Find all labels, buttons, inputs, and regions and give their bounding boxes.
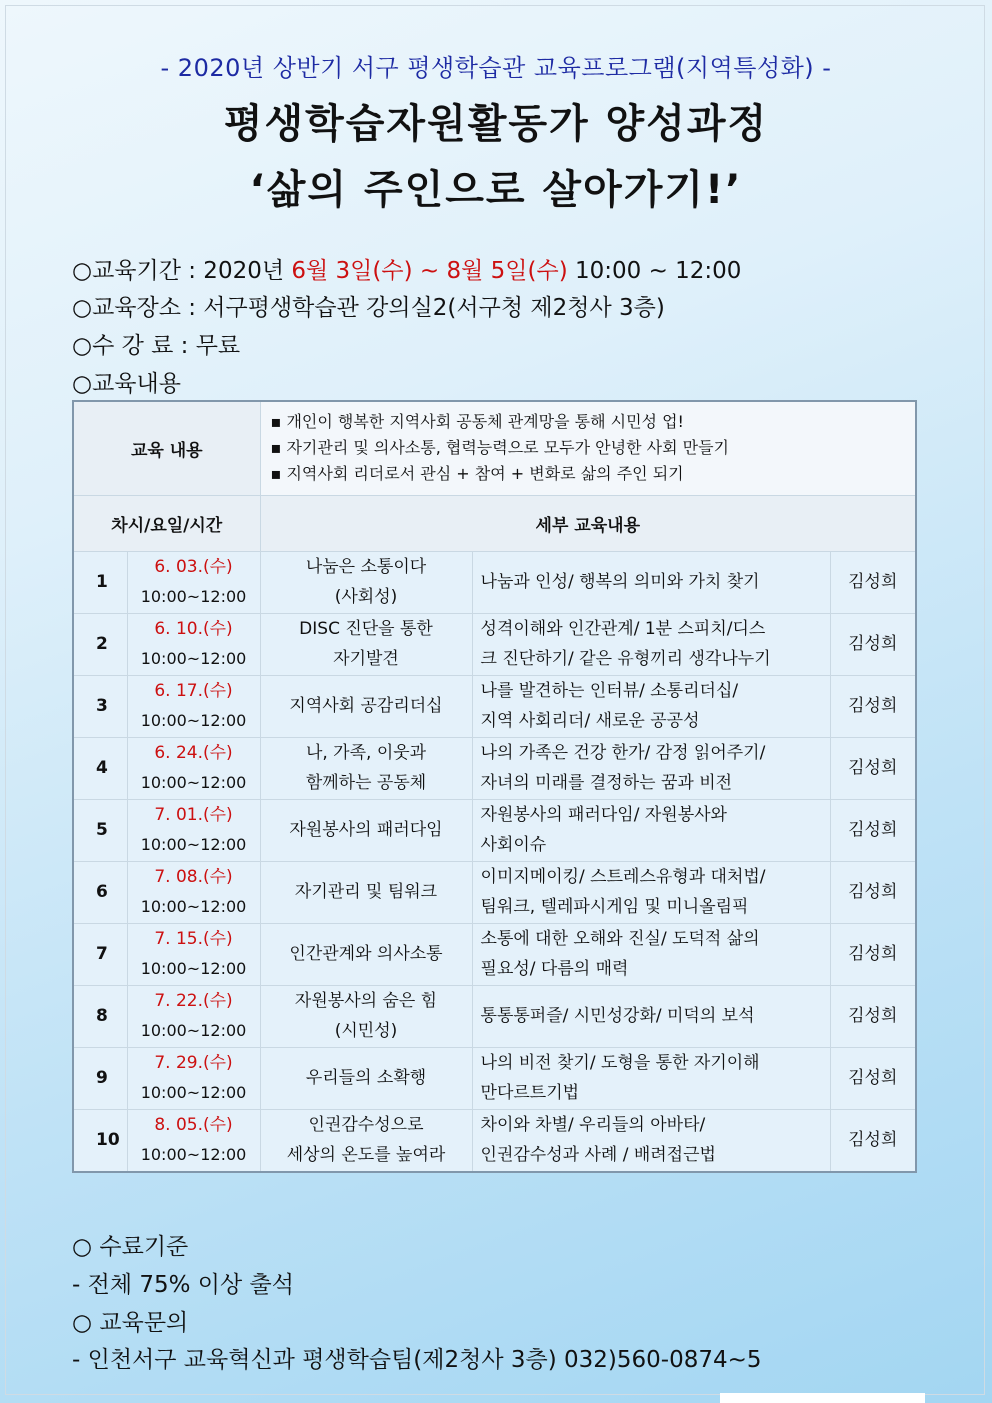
- session-topic: [260, 861, 472, 923]
- session-topic: [260, 985, 472, 1047]
- period-tilde: ~: [419, 258, 440, 284]
- session-datetime: [127, 551, 260, 613]
- session-time: 10:00~12:00: [140, 773, 247, 792]
- session-detail: [472, 551, 830, 613]
- session-topic: [260, 613, 472, 675]
- content-summary-row: [73, 401, 916, 495]
- session-date: 7. 22.(수): [154, 991, 233, 1011]
- session-detail: [472, 923, 830, 985]
- info-fee: ○수 강 료 : 무료: [72, 333, 241, 359]
- content-header: 교육 내용: [73, 401, 260, 495]
- session-datetime: [127, 1109, 260, 1172]
- session-row: [73, 613, 916, 675]
- session-topic: [260, 1109, 472, 1172]
- topic-line: 세상의 온도를 높여라: [286, 1145, 446, 1165]
- title-slogan: ‘삶의 주인으로 살아가기!’: [249, 167, 743, 213]
- detail-line: 이미지메이킹/ 스트레스유형과 대처법/: [480, 867, 766, 887]
- topic-line: 자원봉사의 숨은 힘: [294, 991, 438, 1011]
- detail-line: 나를 발견하는 인터뷰/ 소통리더십/: [480, 681, 739, 701]
- session-number: 5: [73, 799, 127, 861]
- session-row: [73, 551, 916, 613]
- session-row: [73, 985, 916, 1047]
- session-detail: [472, 737, 830, 799]
- bullet-item: ▪ 자기관리 및 의사소통, 협력능력으로 모두가 안녕한 사회 만들기: [270, 438, 729, 458]
- session-number: 10: [73, 1109, 127, 1172]
- session-date: 7. 15.(수): [154, 929, 233, 949]
- session-time: 10:00~12:00: [140, 1145, 247, 1164]
- session-instructor: 김성희: [830, 799, 916, 861]
- session-instructor: 김성희: [830, 675, 916, 737]
- session-instructor: 김성희: [830, 861, 916, 923]
- session-topic: [260, 1047, 472, 1109]
- session-datetime: [127, 985, 260, 1047]
- session-topic: [260, 799, 472, 861]
- session-topic: [260, 551, 472, 613]
- detail-line: 필요성/ 다름의 매력: [480, 959, 629, 979]
- session-date: 7. 08.(수): [154, 867, 233, 887]
- period-time: 10:00 ~ 12:00: [574, 258, 742, 284]
- content-bullets: [260, 401, 916, 495]
- topic-line: 인권감수성으로: [308, 1115, 424, 1135]
- topic-line: 나, 가족, 이웃과: [305, 743, 427, 763]
- session-instructor: 김성희: [830, 1109, 916, 1172]
- detail-line: 인권감수성과 사례 / 배려접근법: [480, 1145, 716, 1165]
- topic-line: DISC 진단을 통한: [299, 619, 433, 639]
- session-instructor: 김성희: [830, 551, 916, 613]
- session-number: 1: [73, 551, 127, 613]
- subtitle: - 2020년 상반기 서구 평생학습관 교육프로그램(지역특성화) -: [160, 54, 832, 82]
- session-time: 10:00~12:00: [140, 711, 247, 730]
- topic-line: 우리들의 소확행: [305, 1068, 427, 1088]
- session-detail: [472, 675, 830, 737]
- session-number: 6: [73, 861, 127, 923]
- detail-line: 지역 사회리더/ 새로운 공공성: [480, 711, 700, 731]
- topic-line: 함께하는 공동체: [305, 773, 427, 793]
- session-datetime: [127, 1047, 260, 1109]
- bullet-item: ▪ 지역사회 리더로서 관심 + 참여 + 변화로 삶의 주인 되기: [270, 464, 684, 484]
- period-label: ○교육기간 : 2020년: [72, 258, 285, 284]
- session-time: 10:00~12:00: [140, 1021, 247, 1040]
- session-instructor: 김성희: [830, 923, 916, 985]
- session-date: 7. 01.(수): [154, 805, 233, 825]
- topic-line: 자기관리 및 팀워크: [294, 882, 438, 902]
- session-row: [73, 799, 916, 861]
- inquiry-text: - 인천서구 교육혁신과 평생학습팀(제2청사 3층) 032)560-0874~5: [72, 1347, 762, 1373]
- topic-line: 자원봉사의 패러다임: [289, 820, 443, 840]
- detail-line: 만다르트기법: [480, 1083, 580, 1103]
- detail-line: 성격이해와 인간관계/ 1분 스피치/디스: [480, 619, 766, 639]
- session-time: 10:00~12:00: [140, 587, 247, 606]
- detail-line: 나눔과 인성/ 행복의 의미와 가치 찾기: [480, 572, 760, 592]
- info-place: ○교육장소 : 서구평생학습관 강의실2(서구청 제2청사 3층): [72, 295, 665, 321]
- session-date: 6. 03.(수): [154, 557, 233, 577]
- detail-line: 팀워크, 텔레파시게임 및 미니올림픽: [480, 897, 749, 917]
- detail-line: 나의 가족은 건강 한가/ 감정 읽어주기/: [480, 743, 766, 763]
- bullet-item: ▪ 개인이 행복한 지역사회 공동체 관계망을 통해 시민성 업!: [270, 412, 684, 432]
- session-row: [73, 1109, 916, 1172]
- session-number: 9: [73, 1047, 127, 1109]
- session-time: 10:00~12:00: [140, 959, 247, 978]
- session-detail: [472, 799, 830, 861]
- detail-line: 사회이슈: [480, 835, 547, 855]
- session-date: 6. 17.(수): [154, 681, 233, 701]
- session-detail: [472, 613, 830, 675]
- session-row: [73, 923, 916, 985]
- detail-line: 나의 비전 찾기/ 도형을 통한 자기이해: [480, 1053, 760, 1073]
- session-number: 2: [73, 613, 127, 675]
- session-number: 7: [73, 923, 127, 985]
- session-detail: [472, 1109, 830, 1172]
- session-row: [73, 1047, 916, 1109]
- col-session-header: 차시/요일/시간: [73, 495, 260, 551]
- session-instructor: 김성희: [830, 1047, 916, 1109]
- topic-line: 인간관계와 의사소통: [289, 944, 443, 964]
- session-date: 6. 24.(수): [154, 743, 233, 763]
- topic-line: (사회성): [334, 587, 398, 607]
- detail-line: 소통에 대한 오해와 진실/ 도덕적 삶의: [480, 929, 760, 949]
- corner-patch: [720, 1393, 925, 1403]
- detail-line: 차이와 차별/ 우리들의 아바타/: [480, 1115, 706, 1135]
- session-date: 6. 10.(수): [154, 619, 233, 639]
- session-detail: [472, 985, 830, 1047]
- topic-line: 자기발견: [333, 649, 399, 669]
- criteria-title: ○ 수료기준: [72, 1234, 189, 1260]
- detail-line: 자녀의 미래를 결정하는 꿈과 비전: [480, 773, 733, 793]
- session-instructor: 김성희: [830, 737, 916, 799]
- session-number: 4: [73, 737, 127, 799]
- session-detail: [472, 861, 830, 923]
- session-instructor: 김성희: [830, 613, 916, 675]
- criteria-text: - 전체 75% 이상 출석: [72, 1272, 294, 1298]
- session-time: 10:00~12:00: [140, 649, 247, 668]
- session-instructor: 김성희: [830, 985, 916, 1047]
- topic-line: (시민성): [334, 1021, 398, 1041]
- topic-line: 나눔은 소통이다: [305, 557, 427, 577]
- session-datetime: [127, 613, 260, 675]
- session-topic: [260, 675, 472, 737]
- session-row: [73, 675, 916, 737]
- session-datetime: [127, 737, 260, 799]
- session-time: 10:00~12:00: [140, 897, 247, 916]
- session-date: 8. 05.(수): [154, 1115, 233, 1135]
- column-header-row: [73, 495, 916, 551]
- detail-line: 크 진단하기/ 같은 유형끼리 생각나누기: [480, 649, 771, 669]
- detail-line: 자원봉사의 패러다임/ 자원봉사와: [480, 805, 727, 825]
- session-row: [73, 737, 916, 799]
- info-content-label: ○교육내용: [72, 371, 181, 397]
- period-start: 6월 3일(수): [291, 258, 413, 284]
- session-datetime: [127, 861, 260, 923]
- session-time: 10:00~12:00: [140, 1083, 247, 1102]
- session-topic: [260, 923, 472, 985]
- period-end: 8월 5일(수): [446, 258, 568, 284]
- session-datetime: [127, 799, 260, 861]
- session-time: 10:00~12:00: [140, 835, 247, 854]
- schedule-table: [72, 400, 917, 1173]
- col-detail-header: 세부 교육내용: [260, 495, 916, 551]
- session-number: 3: [73, 675, 127, 737]
- session-datetime: [127, 923, 260, 985]
- info-period: [72, 252, 741, 285]
- session-number: 8: [73, 985, 127, 1047]
- detail-line: 통통통퍼즐/ 시민성강화/ 미덕의 보석: [480, 1006, 755, 1026]
- title-main: 평생학습자원활동가 양성과정: [223, 101, 769, 147]
- inquiry-title: ○ 교육문의: [72, 1310, 189, 1336]
- topic-line: 지역사회 공감리더십: [289, 696, 443, 716]
- session-topic: [260, 737, 472, 799]
- session-detail: [472, 1047, 830, 1109]
- session-row: [73, 861, 916, 923]
- session-datetime: [127, 675, 260, 737]
- session-date: 7. 29.(수): [154, 1053, 233, 1073]
